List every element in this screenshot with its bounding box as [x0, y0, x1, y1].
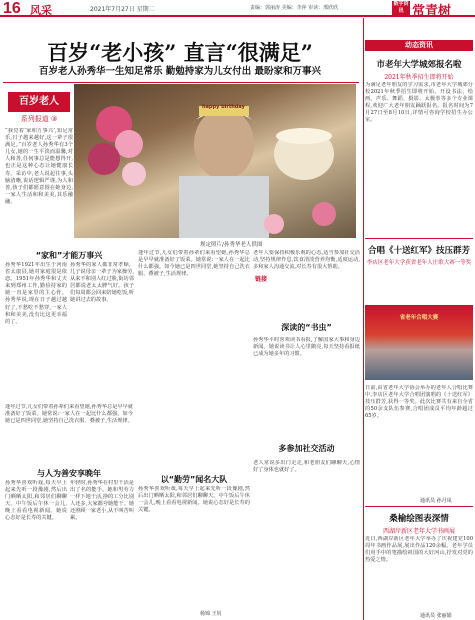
divider [3, 82, 359, 83]
byline: 通讯员 孙月凤 [420, 498, 452, 504]
logo-badge: 数字资讯 [393, 1, 409, 14]
section-heading-1: “家和”才能万事兴 [35, 251, 103, 260]
box-heading: 深读的“书虫” [281, 323, 332, 332]
page-number: 16 [3, 0, 21, 17]
article-title: 合唱《十送红军》技压群芳 [367, 246, 470, 256]
section-heading-2: 与人为善安享晚年 [37, 469, 101, 478]
headline: 百岁“老小孩” 直言“很满足” [47, 40, 313, 65]
article-subtitle: 2021年秋季招生即将开始 [384, 74, 454, 81]
lead-text: “我觉着‘家和万事兴’,知足常乐,日子越来越好,这一辈子很满足。”百岁老人孙秀华有3个儿女,她的一生平淡而温馨,对人和善,任何事总是能想得开,也正是这种心态让她健康长寿。采访中,老人说起往事,头脑清晰,说话逻辑严谨,为人和善,孩子们都愿意围在她身边,一家人生活和和美美,其乐融融。 [5, 128, 73, 205]
body-text: 孙秀华喜欢听戏,每天早上起来先听一段豫剧,然后出门晒晒太阳,和邻居们聊聊天。中午饭后午休一会儿,晚上看看电视新闻。她说心态好是长寿的关键。 [5, 480, 67, 522]
box-text: 孙秀华平时喜欢读书看报,了解国家大事和身边新闻。她说读书让人心里敞亮,每天坚持看报纸已成为她多年的习惯。 [253, 337, 360, 358]
subheadline: 百岁老人孙秀华一生知足常乐 勤勉持家为儿女付出 最盼家和万事兴 [38, 66, 322, 77]
issue-date: 2021年7月27日 星期二 [90, 6, 155, 13]
article-title: 桑榆绘图表深情 [389, 514, 449, 524]
article-title: 市老年大学城郊报名啦 [376, 60, 462, 70]
series-tag: 百岁老人 [8, 92, 70, 112]
byline: 杨锦 王钊 [200, 611, 222, 617]
article-subtitle: 李店区老年大学获省老年人庄歌大赛一等奖 [366, 260, 472, 266]
tip-text: 老年人要保持积极乐观的心态,适当参加社交活动,坚持规律作息,饮食清淡营养均衡,适度运动,多和家人沟通交流,对长寿有很大帮助。 [253, 250, 360, 271]
body-text: 孙秀华的家人都非常孝顺。儿子说母亲一辈子为家操劳,从来不和别人红过脸,街坊邻居都说老太太脾气好。孩子们每周都会回来陪她吃饭,听她讲过去的故事。 [70, 262, 134, 304]
box-text-2: 老人常说多出门走走,和老朋友们聊聊天,心情好了身体也就好了。 [253, 460, 360, 474]
byline: 通讯员 张丽娟 [420, 613, 452, 619]
article-text: 为满足老年朋友的学习需求,市老年大学城郊分校2021年秋季招生即将开始。开设书法、绘画、声乐、舞蹈、摄影、太极拳等多个专业课程,欢迎广大老年朋友踊跃报名。报名时间为7月27日至8月10日,详情可咨询学校招生办公室。 [365, 82, 473, 124]
section-name: 风采 [30, 4, 52, 17]
side-label: 链接 [255, 276, 268, 283]
editor-credits: 责编：郭丽涛 美编：李萍 审读：邢欣欣 [250, 5, 339, 11]
body-text: 孙秀华喜欢听戏,每天早上起来先听一段豫剧,然后出门晒晒太阳,和邻居们聊聊天。中午饭后午休一会儿,晚上看看电视新闻。她说心态好是长寿的关键。 [138, 486, 250, 514]
article-text: 日前,由省老年大学协会举办的老年人合唱比赛中,李店区老年大学合唱团演唱的《十送红军》技压群芳,获得一等奖。此次比赛共有来自全省的50余支队伍参赛,合唱团成员平均年龄超过65岁。 [365, 385, 473, 420]
series-number: 系列报道 ③ [20, 115, 58, 123]
box-heading-2: 多参加社交活动 [278, 444, 335, 453]
body-text: 逢年过节,儿女们带着孙辈们来看望她,孙秀华总是早早就准备好了饭菜。她常说:一家人在一起比什么都强。如今她已是四世同堂,她坚持自己洗衣服、叠被子,生活规律。 [138, 250, 250, 278]
photo-caption: 规定照片/孙秀华老人供图 [200, 242, 263, 248]
article-subtitle: 西湖岸新区老年大学书画展 [382, 528, 455, 535]
divider [365, 238, 473, 239]
section-heading-3: 以“勤劳”闻名大队 [160, 475, 228, 484]
body-text: 逢年过节,儿女们带着孙辈们来看望她,孙秀华总是早早就准备好了饭菜。她常说:一家人在一起比什么都强。如今她已是四世同堂,她坚持自己洗衣服、叠被子,生活规律。 [5, 404, 133, 425]
divider [365, 506, 473, 507]
box-column [253, 318, 360, 620]
right-header: 动态资讯 [365, 40, 473, 51]
body-text: 年轻时,孙秀华在村里干活是出了名的能手。她和男劳力一样下地干活,挣的工分比别人还多,大家都夸她能干。她还照顾一家老小,从不叫苦叫累。 [70, 480, 134, 522]
body-text: 孙秀华1921年出生于河南省太康县,她对家庭很是依恋。1951年孙秀华和丈夫来到郑州工作,勤俭持家的她一直是家里的主心骨。孙秀华说,现在日子越过越好了,不愁吃不愁穿,一家人和和美美,没有比这更幸福的了。 [5, 262, 67, 325]
photo-banner: 省老年合唱大赛 [399, 315, 439, 321]
cake-label: happy birthday [202, 104, 245, 110]
main-photo [74, 84, 356, 238]
article-text: 近日,西湖岸新区老年大学举办了庆祝建党100周年书画作品展,展出作品120余幅。老年学员们用手中的笔描绘祖国的大好河山,抒发对党的热爱之情。 [365, 536, 473, 564]
logo-title: 常青树 [412, 4, 452, 19]
